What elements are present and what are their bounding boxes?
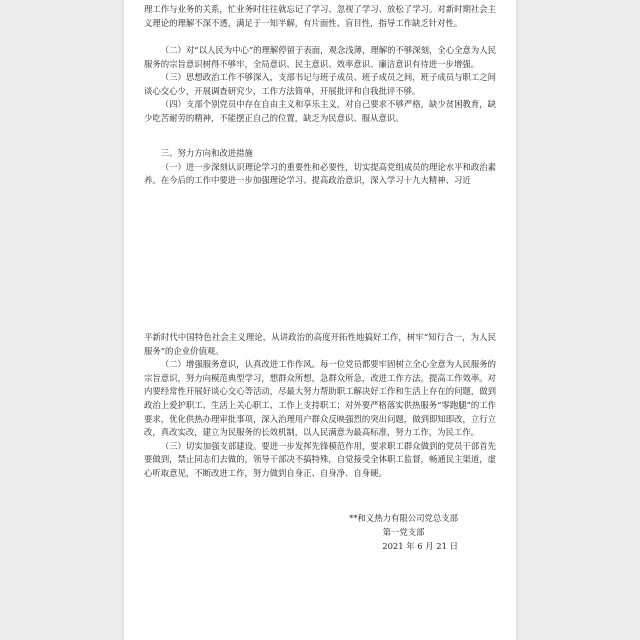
signature-organization: **和义热力有限公司党总支部 [349, 513, 458, 523]
paragraph-measure-3: （三）切实加强支部建设。要进一步发挥先锋模范作用，要求职工群众做到的党员干部首先要做到，禁止同志们去做的，领导干部决不搞特殊，自觉接受全体职工监督，畅通民主渠道，虚心听取意见，不断改进工作，努力做到自身正、自身净、自身硬。 [144, 440, 496, 478]
paragraph-problem-4: （四）支部个别党员中存在自由主义和享乐主义，对自己要求不够严格，缺少贫困教育，缺少吃苦耐劳的精神，不能摆正自己的位置，缺乏为民意识、服从意识。 [144, 99, 496, 123]
paragraph-problem-3: （三）思想政治工作不够深入，支部书记与班子成员、班子成员之间，班子成员与职工之间谈心交心少，开展调查研究少，工作方法简单，开展批评和自我批评不够。 [144, 72, 496, 96]
top-text-block [144, 3, 496, 30]
measures-section [144, 147, 496, 188]
paragraph-measure-1: （一）进一步深刻认识理论学习的重要性和必要性，切实提高党组成员的理论水平和政治素养。在今后的工作中要进一步加强理论学习、提高政治意识，深入学习十九大精神、习近 [144, 161, 496, 186]
section-title-measures: 三、努力方向和改进措施 [160, 148, 253, 158]
signature-block [349, 511, 458, 553]
document-page [124, 0, 516, 640]
paragraph-measure-2: （二）增强服务意识，认真改进工作作风。每一位党员都要牢固树立全心全意为人民服务的宗旨意识，努力向模范典型学习，想群众所想，急群众所急，改进工作方法，提高工作效率。对内要经常性开展好谈心交心等活动，尽最大努力帮助职工解决好工作和生活上存在的问题，做到政治上爱护职工、生活上关心职工、工作上支持职工；对外要严格落实供热服务“零跑腿”的工作要求，优化供热办理审批事项，深入治理用户群众反映强烈的突出问题，做到即知即改，立行立改，真改实改，建立为民服务的长效机制，以人民满意为最高标准，努力工作，为民工作。 [144, 359, 496, 438]
problems-section [144, 44, 496, 126]
signature-date: 2021 年 6 月 21 日 [382, 541, 458, 551]
measures-continued [144, 331, 496, 481]
paragraph-top-continuation: 理工作与业务的关系，忙业务时往往就忘记了学习、忽视了学习、放松了学习。对新时期社会主义理论的理解不深不透，满足于一知半解，有片面性、盲目性，指导工作缺乏针对性。 [144, 4, 496, 28]
paragraph-measure-1-continued: 平新时代中国特色社会主义理论，从讲政治的高度开拓性地搞好工作，树牢“知行合一，为人民服务”的企业价值观。 [144, 332, 496, 356]
signature-branch: 第一党支部 [382, 527, 425, 537]
paragraph-problem-2: （二）对“以人民为中心”的理解停留于表面，观念浅薄，理解的不够深刻，全心全意为人民服务的宗旨意识树得不够牢，全局意识、民主意识、效率意识、廉洁意识有待进一步增强。 [144, 45, 496, 69]
